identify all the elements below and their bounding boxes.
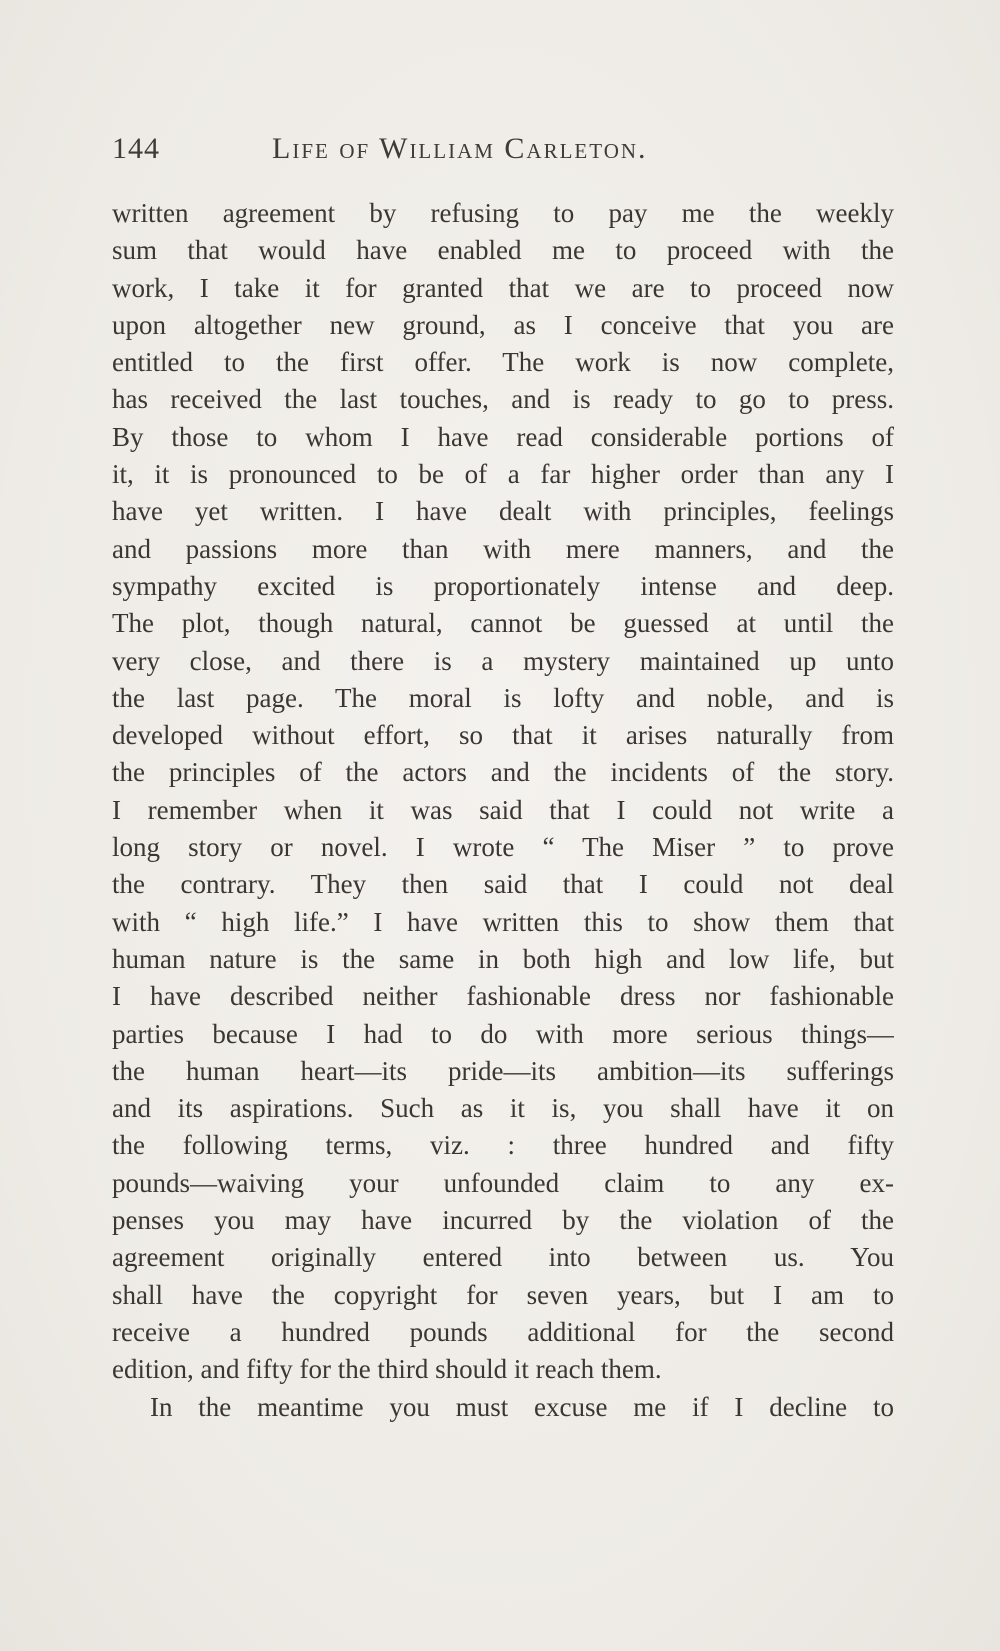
text-line: the last page. The moral is lofty and noble, and is <box>112 682 894 713</box>
text-line: written agreement by refusing to pay me the weekly <box>112 198 894 228</box>
text-line: In the meantime you must excuse me if I decline to <box>150 1391 894 1422</box>
text-line: upon altogether new ground, as I conceive that you are <box>112 309 894 340</box>
text-line: agreement originally entered into between us. You <box>112 1242 894 1273</box>
body-text <box>112 195 894 1426</box>
text-line: has received the last touches, and is ready to go to press. <box>112 384 894 415</box>
text-line: long story or novel. I wrote “ The Miser ” to prove <box>112 832 894 863</box>
text-line: the following terms, viz. : three hundred and fifty <box>112 1130 894 1161</box>
text-line: the contrary. They then said that I could not deal <box>112 869 894 900</box>
text-line: developed without effort, so that it arises naturally from <box>112 720 894 751</box>
text-line: and its aspirations. Such as it is, you shall have it on <box>112 1093 894 1124</box>
text-line: The plot, though natural, cannot be guessed at until the <box>112 608 894 639</box>
text-line: pounds—waiving your unfounded claim to any ex- <box>112 1167 894 1198</box>
text-line: By those to whom I have read considerable portions of <box>112 421 894 452</box>
page-header <box>112 132 892 172</box>
text-line: parties because I had to do with more serious things— <box>112 1018 894 1049</box>
page-number: 144 <box>112 132 160 165</box>
text-line: have yet written. I have dealt with principles, feelings <box>112 496 894 527</box>
text-line: with “ high life.” I have written this to show them that <box>112 906 894 937</box>
text-line: the principles of the actors and the incidents of the story. <box>112 757 894 788</box>
text-line: shall have the copyright for seven years, but I am to <box>112 1279 894 1310</box>
text-line: it, it is pronounced to be of a far higher order than any I <box>112 459 894 490</box>
text-line: work, I take it for granted that we are to proceed now <box>112 272 894 303</box>
running-title: Life of William Carleton. <box>272 132 648 165</box>
text-line: I remember when it was said that I could not write a <box>112 794 894 825</box>
text-line: the human heart—its pride—its ambition—its sufferings <box>112 1055 894 1086</box>
text-line: sum that would have enabled me to proceed with the <box>112 235 894 266</box>
text-line: receive a hundred pounds additional for the second <box>112 1316 894 1347</box>
text-line: human nature is the same in both high and low life, but <box>112 943 894 974</box>
text-line: sympathy excited is proportionately intense and deep. <box>112 570 894 601</box>
text-line: edition, and fifty for the third should it reach them. <box>112 1354 662 1385</box>
text-line: I have described neither fashionable dress nor fashionable <box>112 981 894 1012</box>
text-line: very close, and there is a mystery maintained up unto <box>112 645 894 676</box>
text-line: penses you may have incurred by the violation of the <box>112 1205 894 1236</box>
text-line: entitled to the first offer. The work is now complete, <box>112 347 894 378</box>
text-line: and passions more than with mere manners, and the <box>112 533 894 564</box>
